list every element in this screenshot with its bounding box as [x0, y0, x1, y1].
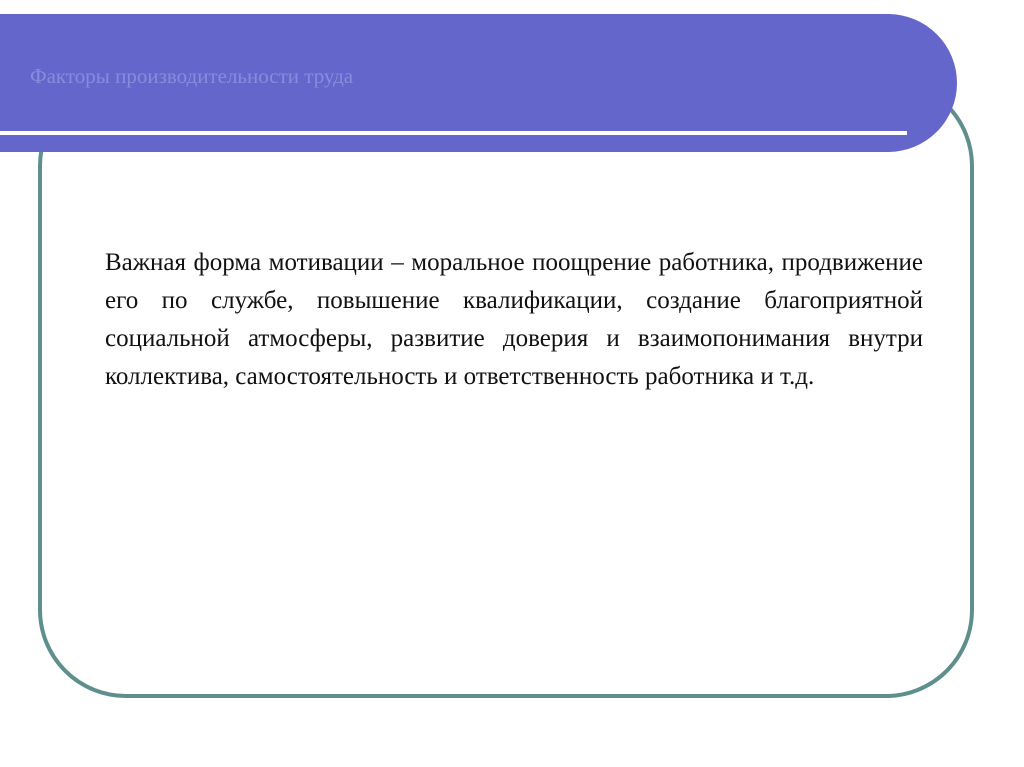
body-text: Важная форма мотивации – моральное поощрение работника, продвижение его по службе, повышение квалификации, создание благоприятной социальной атмосферы, развитие доверия и взаимопонимания внутри коллектива, самостоятельность и ответственность работника и т.д. [105, 249, 923, 390]
title-underline [0, 131, 907, 135]
slide-title: Факторы производительности труда [30, 64, 354, 88]
